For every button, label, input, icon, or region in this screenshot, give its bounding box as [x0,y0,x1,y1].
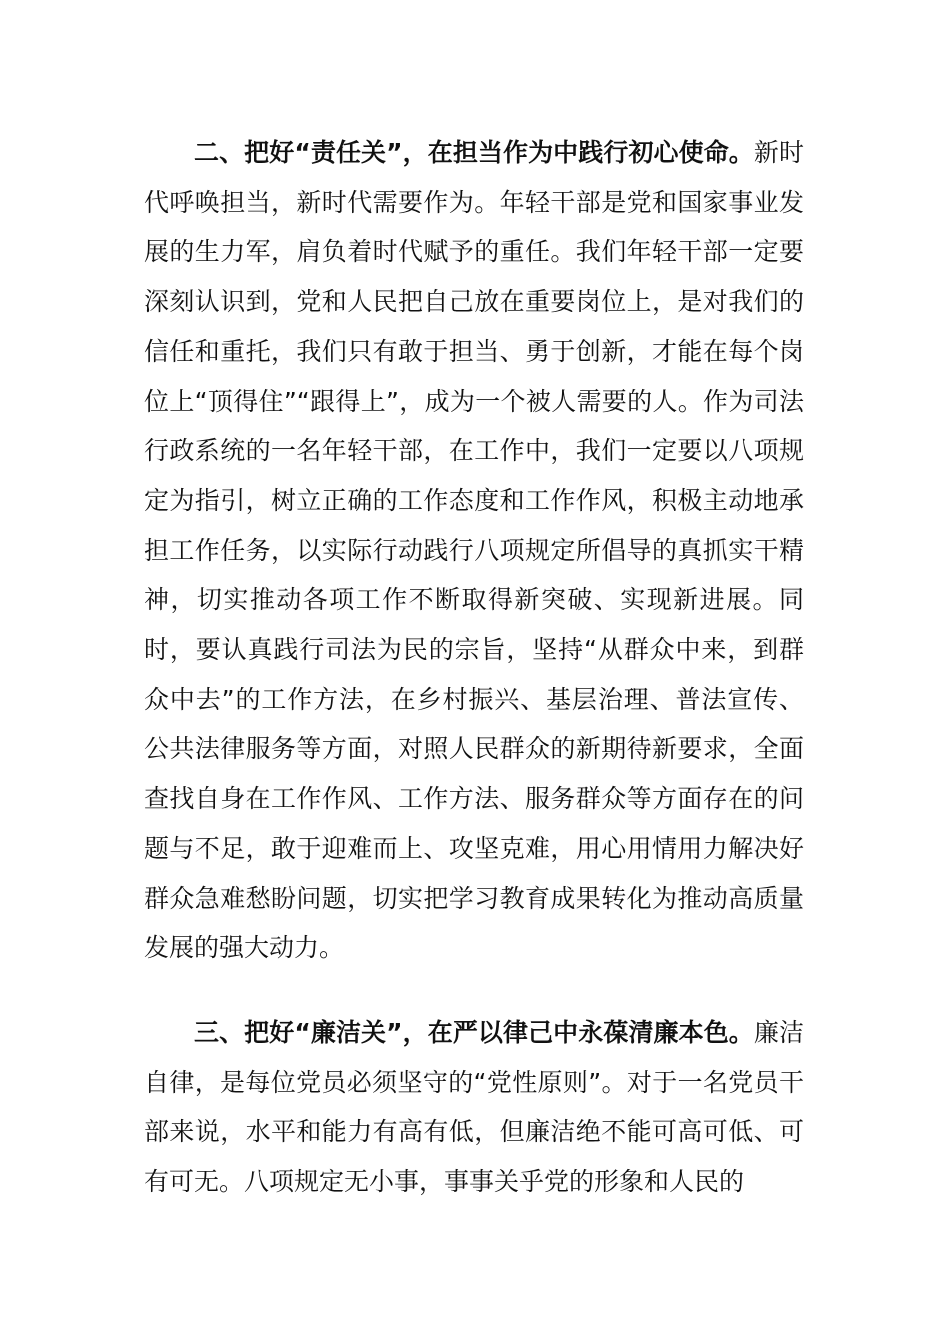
paragraph-responsibility [144,128,804,973]
paragraph-heading: 三、把好“廉洁关”，在严以律己中永葆清廉本色。 [194,1018,754,1047]
paragraph-integrity [144,1008,804,1207]
paragraph-heading: 二、把好“责任关”，在担当作为中践行初心使命。 [194,138,754,167]
paragraph-body: 新时代呼唤担当，新时代需要作为。年轻干部是党和国家事业发展的生力军，肩负着时代赋予的重任。我们年轻干部一定要深刻认识到，党和人民把自己放在重要岗位上，是对我们的信任和重托，我们只有敢于担当、勇于创新，才能在每个岗位上“顶得住”“跟得上”，成为一个被人需要的人。作为司法行政系统的一名年轻干部，在工作中，我们一定要以八项规定为指引，树立正确的工作态度和工作作风，积极主动地承担工作任务，以实际行动践行八项规定所倡导的真抓实干精神，切实推动各项工作不断取得新突破、实现新进展。同时，要认真践行司法为民的宗旨，坚持“从群众中来，到群众中去”的工作方法，在乡村振兴、基层治理、普法宣传、公共法律服务等方面，对照人民群众的新期待新要求，全面查找自身在工作作风、工作方法、服务群众等方面存在的问题与不足，敢于迎难而上、攻坚克难，用心用情用力解决好群众急难愁盼问题，切实把学习教育成果转化为推动高质量发展的强大动力。 [144,138,804,963]
paragraph-body: 廉洁自律，是每位党员必须坚守的“党性原则”。对于一名党员干部来说，水平和能力有高有低，但廉洁绝不能可高可低、可有可无。八项规定无小事，事事关乎党的形象和人民的 [144,1018,804,1197]
